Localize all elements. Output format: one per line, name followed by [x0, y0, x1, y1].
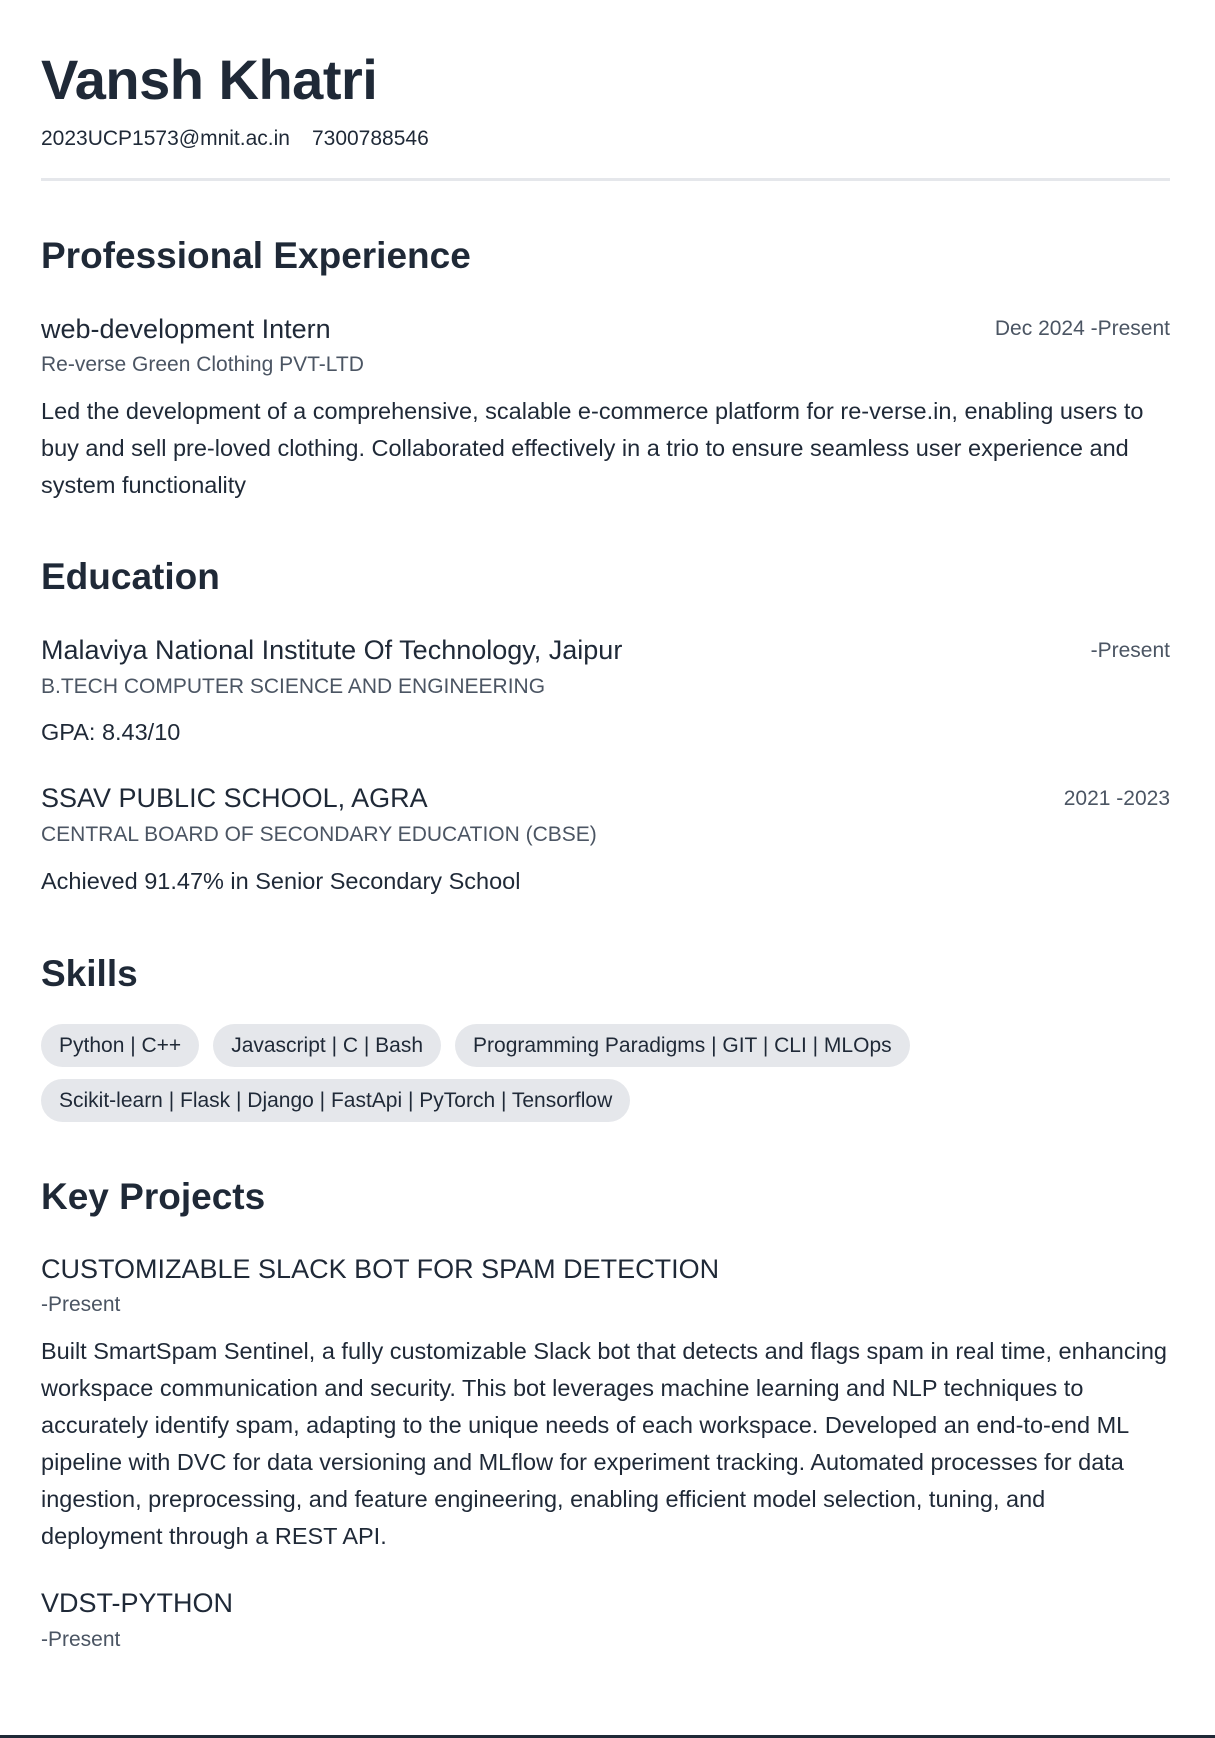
skills-row: [41, 1024, 910, 1067]
education-date: -Present: [1090, 639, 1170, 662]
experience-company: Re-verse Green Clothing PVT-LTD: [41, 353, 364, 376]
experience-title: web-development Intern: [41, 314, 331, 344]
project-title: VDST-PYTHON: [41, 1588, 234, 1618]
education-degree: B.TECH COMPUTER SCIENCE AND ENGINEERING: [41, 675, 546, 698]
education-detail: GPA: 8.43/10: [41, 719, 181, 745]
experience-description: Led the development of a comprehensive, scalable e-commerce platform for re-verse.in, enabling users to buy and sell pre-loved clothing. Collaborated effectively in a trio to ensure seamless user experience and system functionality: [41, 398, 1144, 498]
experience-date: Dec 2024 -Present: [994, 317, 1170, 340]
project-date: -Present: [41, 1293, 121, 1316]
project-description: Built SmartSpam Sentinel, a fully customizable Slack bot that detects and flags spam in real time, enhancing workspace communication and security. This bot leverages machine learning and NLP techniques to accurately identify spam, adapting to the unique needs of each workspace. Developed an end-to-end ML pipeline with DVC for data versioning and MLflow for experiment tracking. Automated processes for data ingestion, preprocessing, and feature engineering, enabling efficient model selection, tuning, and deployment through a REST API.: [41, 1338, 1167, 1549]
skills-row: [41, 1079, 630, 1122]
email-link[interactable]: 2023UCP1573@mnit.ac.in: [41, 127, 290, 150]
candidate-name: Vansh Khatri: [41, 48, 378, 111]
skill-chip: Python | C++: [41, 1024, 199, 1067]
education-detail: Achieved 91.47% in Senior Secondary School: [41, 868, 521, 894]
skill-chip: Javascript | C | Bash: [213, 1024, 441, 1067]
education-institution: SSAV PUBLIC SCHOOL, AGRA: [41, 783, 428, 813]
project-date: -Present: [41, 1628, 121, 1651]
project-title: CUSTOMIZABLE SLACK BOT FOR SPAM DETECTION: [41, 1254, 720, 1284]
header-divider: [41, 178, 1170, 181]
education-degree: CENTRAL BOARD OF SECONDARY EDUCATION (CBSE): [41, 823, 597, 846]
education-date: 2021 -2023: [1063, 787, 1170, 810]
contact-line: [41, 126, 429, 152]
education-heading: Education: [41, 556, 220, 597]
projects-heading: Key Projects: [41, 1176, 266, 1217]
education-institution: Malaviya National Institute Of Technology, Jaipur: [41, 635, 623, 665]
skill-chip: Scikit-learn | Flask | Django | FastApi | PyTorch | Tensorflow: [41, 1079, 630, 1122]
experience-heading: Professional Experience: [41, 235, 471, 276]
skills-heading: Skills: [41, 953, 138, 994]
phone-number: 7300788546: [311, 127, 429, 150]
skill-chip: Programming Paradigms | GIT | CLI | MLOps: [455, 1024, 910, 1067]
